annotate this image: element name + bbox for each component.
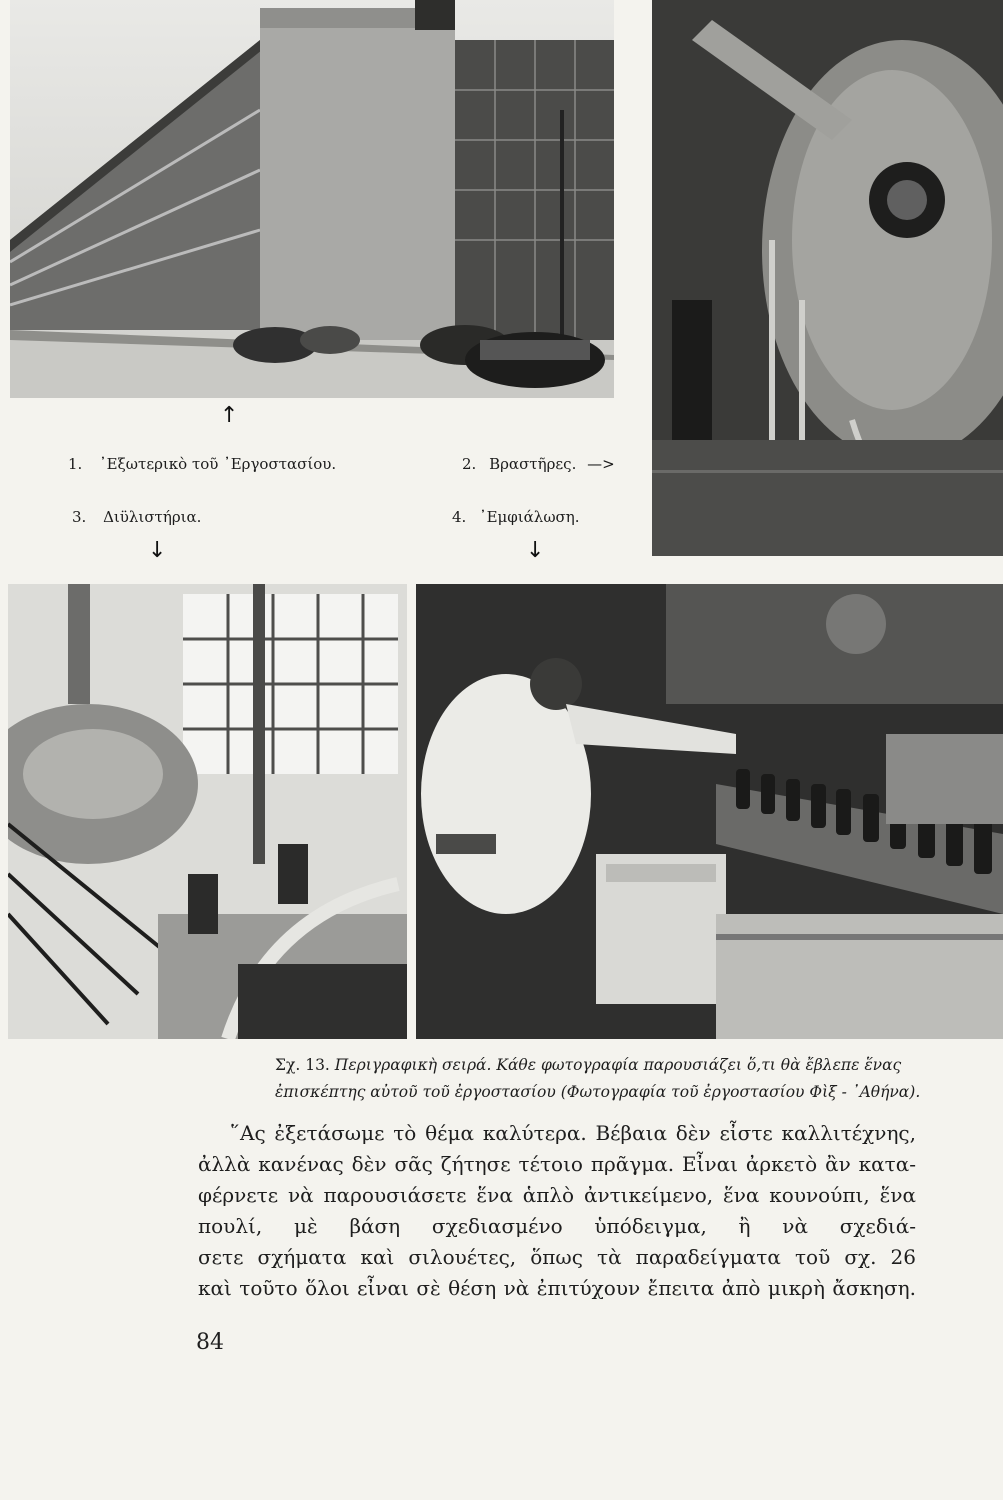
label-photo-2-text: Βραστῆρες. (489, 455, 577, 473)
body-line: σετε σχήματα καὶ σιλουέτες, ὅπως τὰ παραδείγματα τοῦ σχ. 26 (198, 1245, 916, 1269)
label-photo-2-num: 2. (462, 455, 477, 473)
label-photo-1 (68, 455, 336, 473)
arrow-up-icon: ↑ (220, 403, 239, 428)
body-paragraph (198, 1118, 916, 1304)
page-number: 84 (196, 1330, 224, 1355)
label-photo-3 (72, 508, 201, 526)
photo-bottling (416, 584, 1003, 1039)
body-line: ῞Ας ἐξετάσωμε τὸ θέμα καλύτερα. Βέβαια δὲν εἶστε καλλιτέχνης, (230, 1121, 916, 1145)
label-photo-4-num: 4. (452, 508, 467, 526)
body-line: καὶ τοῦτο ὅλοι εἶναι σὲ θέση νὰ ἐπιτύχουν ἔπειτα ἀπὸ μικρὴ ἄσκηση. (198, 1276, 916, 1300)
photo-strainers (8, 584, 407, 1039)
label-photo-3-num: 3. (72, 508, 87, 526)
arrow-down-icon: ↓ (526, 538, 545, 563)
photo-boilers (652, 0, 1003, 556)
figure-caption-text: Περιγραφικὴ σειρά. Κάθε φωτογραφία παρουσιάζει ὅ,τι θὰ ἔβλεπε ἕνας ἐπισκέπτης αὐτοῦ τοῦ ἐργοστασίου (Φωτογραφία τοῦ ἐργοστασίου Φὶξ - ᾿Αθήνα). (275, 1056, 921, 1101)
body-line: πουλί, μὲ βάση σχεδιασμένο ὑπόδειγμα, ἢ νὰ σχεδιά- (198, 1214, 916, 1238)
label-photo-2 (462, 455, 615, 473)
label-photo-1-num: 1. (68, 455, 83, 473)
arrow-right-icon: —> (587, 455, 615, 473)
body-line: φέρνετε νὰ παρουσιάσετε ἕνα ἁπλὸ ἀντικείμενο, ἕνα κουνούπι, ἕνα (198, 1183, 916, 1207)
body-line: ἀλλὰ κανένας δὲν σᾶς ζήτησε τέτοιο πρᾶγμα. Εἶναι ἀρκετὸ ἂν κατα- (198, 1152, 916, 1176)
label-photo-4 (452, 508, 580, 526)
arrow-down-icon: ↓ (148, 538, 167, 563)
figure-number: Σχ. 13. (275, 1056, 330, 1074)
label-photo-3-text: Διϋλιστήρια. (103, 508, 202, 526)
photo-factory-exterior (10, 0, 614, 398)
label-photo-1-text: ᾿Εξωτερικὸ τοῦ ᾿Εργοστασίου. (99, 455, 337, 473)
label-photo-4-text: ᾿Εμφιάλωση. (479, 508, 580, 526)
figure-caption (275, 1052, 935, 1106)
